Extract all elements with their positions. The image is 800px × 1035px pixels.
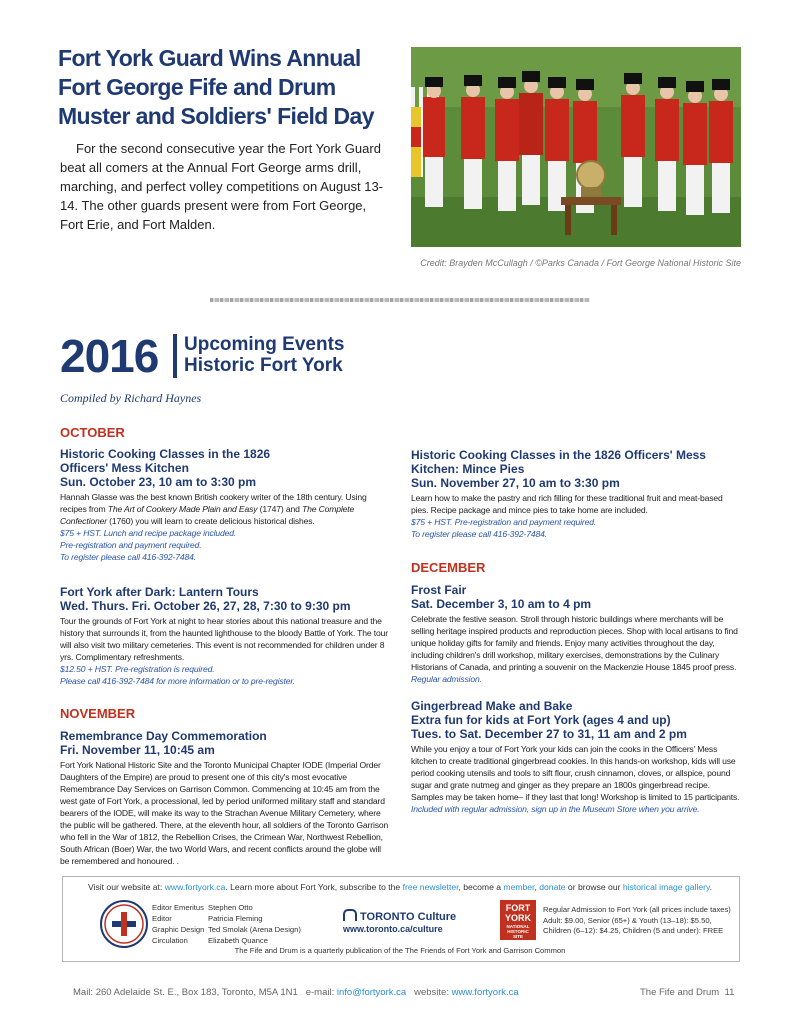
- event-cooking-october: [60, 447, 390, 563]
- guard-photo-illustration: [411, 47, 741, 247]
- event-description: Learn how to make the pastry and rich filling for these traditional fruit and meat-based pies. Recipe package and mince pies to take home are included.: [411, 493, 723, 515]
- event-title: Gingerbread Make and Bake: [411, 699, 573, 713]
- event-gingerbread: [411, 699, 741, 815]
- email-link[interactable]: info@fortyork.ca: [336, 987, 407, 998]
- book-title: The Complete Confectioner: [60, 504, 355, 526]
- year-separator: [173, 334, 177, 378]
- page-label: The Fife and Drum 11: [640, 987, 735, 998]
- event-title: Historic Cooking Classes in the 1826 Officers' Mess Kitchen: [60, 447, 271, 475]
- website-link[interactable]: www.fortyork.ca: [451, 987, 519, 998]
- event-title: Historic Cooking Classes in the 1826 Officers' Mess Kitchen: Mince Pies: [411, 448, 706, 476]
- event-note: Regular admission.: [411, 674, 482, 684]
- city-hall-icon: [343, 909, 357, 921]
- event-title: Frost Fair: [411, 583, 467, 597]
- credit-role: Editor Emeritus: [152, 903, 204, 912]
- member-link[interactable]: member: [503, 882, 535, 892]
- footer-links: Visit our website at: www.fortyork.ca. Learn more about Fort York, subscribe to the free newsletter, become a member, donate or browse our historical image gallery.: [87, 882, 713, 892]
- site-link[interactable]: www.fortyork.ca: [164, 882, 226, 892]
- gallery-link[interactable]: historical image gallery: [622, 882, 710, 892]
- events-year: 2016: [60, 330, 159, 382]
- month-november: NOVEMBER: [60, 706, 136, 721]
- event-date: Fri. November 11, 10:45 am: [60, 743, 215, 757]
- credit-name: Patricia Fleming: [208, 914, 263, 923]
- event-date: Sun. October 23, 10 am to 3:30 pm: [60, 475, 257, 489]
- book-title: The Art of Cookery Made Plain and Easy: [107, 504, 258, 514]
- event-date: Sat. December 3, 10 am to 4 pm: [411, 597, 592, 611]
- article-headline: Fort York Guard Wins Annual Fort George Fife and Drum Muster and Soldiers' Field Day: [58, 45, 374, 129]
- toronto-culture-logo: TORONTO Culture: [343, 909, 456, 923]
- toronto-culture-url[interactable]: www.toronto.ca/culture: [343, 924, 443, 934]
- newsletter-link[interactable]: free newsletter: [402, 882, 459, 892]
- event-description: While you enjoy a tour of Fort York your kids can join the cooks in the Officers' Mess kitchen to create traditional gingerbread cookies. In this hands-on workshop, kids will use period cooking utensils and tools to sift flour, crush cinnamon, cloves, or allspice, pound sugar and grate nutmeg and ginger as they prepare an 1800s gingerbread recipe. Samples may be taken home– if they last that long! Workshop is limited to 15 participants.: [411, 744, 740, 802]
- event-note: $12.50 + HST. Pre-registration is required.: [60, 664, 215, 674]
- page-number: 11: [724, 987, 735, 998]
- month-october: OCTOBER: [60, 425, 125, 440]
- event-cooking-november: [411, 448, 741, 540]
- event-note: $75 + HST. Lunch and recipe package included.: [60, 528, 237, 538]
- events-title-line2: Historic Fort York: [184, 355, 343, 376]
- donate-link[interactable]: donate: [539, 882, 566, 892]
- credit-role: Graphic Design: [152, 925, 205, 934]
- events-title-line1: Upcoming Events: [184, 334, 345, 355]
- event-date: Sun. November 27, 10 am to 3:30 pm: [411, 476, 620, 490]
- event-note: Pre-registration and payment required.: [60, 540, 202, 550]
- compiled-by: Compiled by Richard Haynes: [60, 391, 202, 405]
- credits-list: [152, 902, 301, 946]
- event-remembrance-day: [60, 729, 390, 867]
- event-note: Please call 416-392-7484 for more information or to pre-register.: [60, 676, 295, 686]
- event-note: To register please call 416-392-7484.: [60, 552, 197, 562]
- friends-seal-icon: [100, 900, 148, 948]
- event-subtitle: Extra fun for kids at Fort York (ages 4 and up): [411, 713, 671, 727]
- events-title: [184, 334, 344, 376]
- event-description: Fort York National Historic Site and the Toronto Municipal Chapter IODE (Imperial Order Daughters of the Empire) are proud to present one of this city's most evocative Remembrance Day Services on Garrison Common. Commencing at 10:45 am from the west gate of Fort York, a processional, led by period uniformed military staff and standard bearers of the IODE, will make its way to the Strachan Avenue Military Cemetery, where the public will be gathered. There, at the eleventh hour, all soldiers of the Toronto Garrison who fell in the War of 1812, the Rebellion Crises, the Crimean War, Northwest Rebellion, South African (Boer) War, the two World Wars, and recent conflicts around the globe will be remembered and honoured. .: [60, 760, 389, 866]
- event-note: $75 + HST. Pre-registration and payment required.: [411, 517, 597, 527]
- event-note: Included with regular admission, sign up in the Museum Store when you arrive.: [411, 804, 700, 814]
- credit-name: Stephen Otto: [208, 903, 253, 912]
- credit-role: Editor: [152, 914, 172, 923]
- guard-photo: [411, 47, 741, 247]
- article-intro: For the second consecutive year the Fort York Guard beat all comers at the Annual Fort George arms drill, marching, and perfect volley competitions on August 13-14. The other guards present were from Fort George, Fort Erie, and Fort Malden.: [60, 141, 384, 232]
- photo-credit: Credit: Brayden McCullagh / ©Parks Canada / Fort George National Historic Site: [420, 258, 741, 268]
- mail-line: Mail: 260 Adelaide St. E., Box 183, Toronto, M5A 1N1 e-mail: info@fortyork.ca website: www.fortyork.ca: [73, 987, 519, 998]
- credit-name: Ted Smolak (Arena Design): [208, 925, 301, 934]
- event-description: Celebrate the festive season. Stroll through historic buildings where merchants will be selling heritage inspired products and reproduction pieces. Shop with local artisans to find unique holiday gifts for family and friends. Enjoy many activities throughout the day, including children's drill workshop, military exercises, demonstrations by the Culinary Historians of Canada, and printing a souvenir on the Mackenzie House 1845 proof press.: [411, 614, 738, 672]
- event-frost-fair: [411, 583, 741, 685]
- event-date: Tues. to Sat. December 27 to 31, 11 am and 2 pm: [411, 727, 687, 741]
- event-title: Fort York after Dark: Lantern Tours: [60, 585, 259, 599]
- admission-info: Regular Admission to Fort York (all prices include taxes) Adult: $9.00, Senior (65+) & Youth (13–18): $5.50, Children (6–12): $4.25, Children (5 and under): FREE: [543, 905, 731, 935]
- event-date: Wed. Thurs. Fri. October 26, 27, 28, 7:30 to 9:30 pm: [60, 599, 351, 613]
- month-december: DECEMBER: [411, 560, 486, 575]
- event-description: Hannah Glasse was the best known British cookery writer of the 18th century. Using recipes from The Art of Cookery Made Plain and Easy (1747) and The Complete Confectioner (1760) you will learn to create delicious historical dishes.: [60, 492, 367, 526]
- credit-role: Circulation: [152, 936, 188, 945]
- event-note: To register please call 416-392-7484.: [411, 529, 548, 539]
- event-title: Remembrance Day Commemoration: [60, 729, 267, 743]
- event-lantern-tours: [60, 585, 390, 687]
- section-divider: [210, 298, 590, 302]
- fort-york-logo: FORT YORK NATIONAL HISTORIC SITE: [500, 900, 536, 940]
- credit-name: Elizabeth Quance: [208, 936, 268, 945]
- publication-note: The Fife and Drum is a quarterly publication of the The Friends of Fort York and Garrison Common: [234, 946, 566, 955]
- event-description: Tour the grounds of Fort York at night to hear stories about this national treasure and the history that surrounds it, from the haunted lighthouse to the bloody Battle of York. The tour will also visit two military cemeteries. This event is not recommended for children under 8 yrs. Complimentary refreshments.: [60, 616, 388, 662]
